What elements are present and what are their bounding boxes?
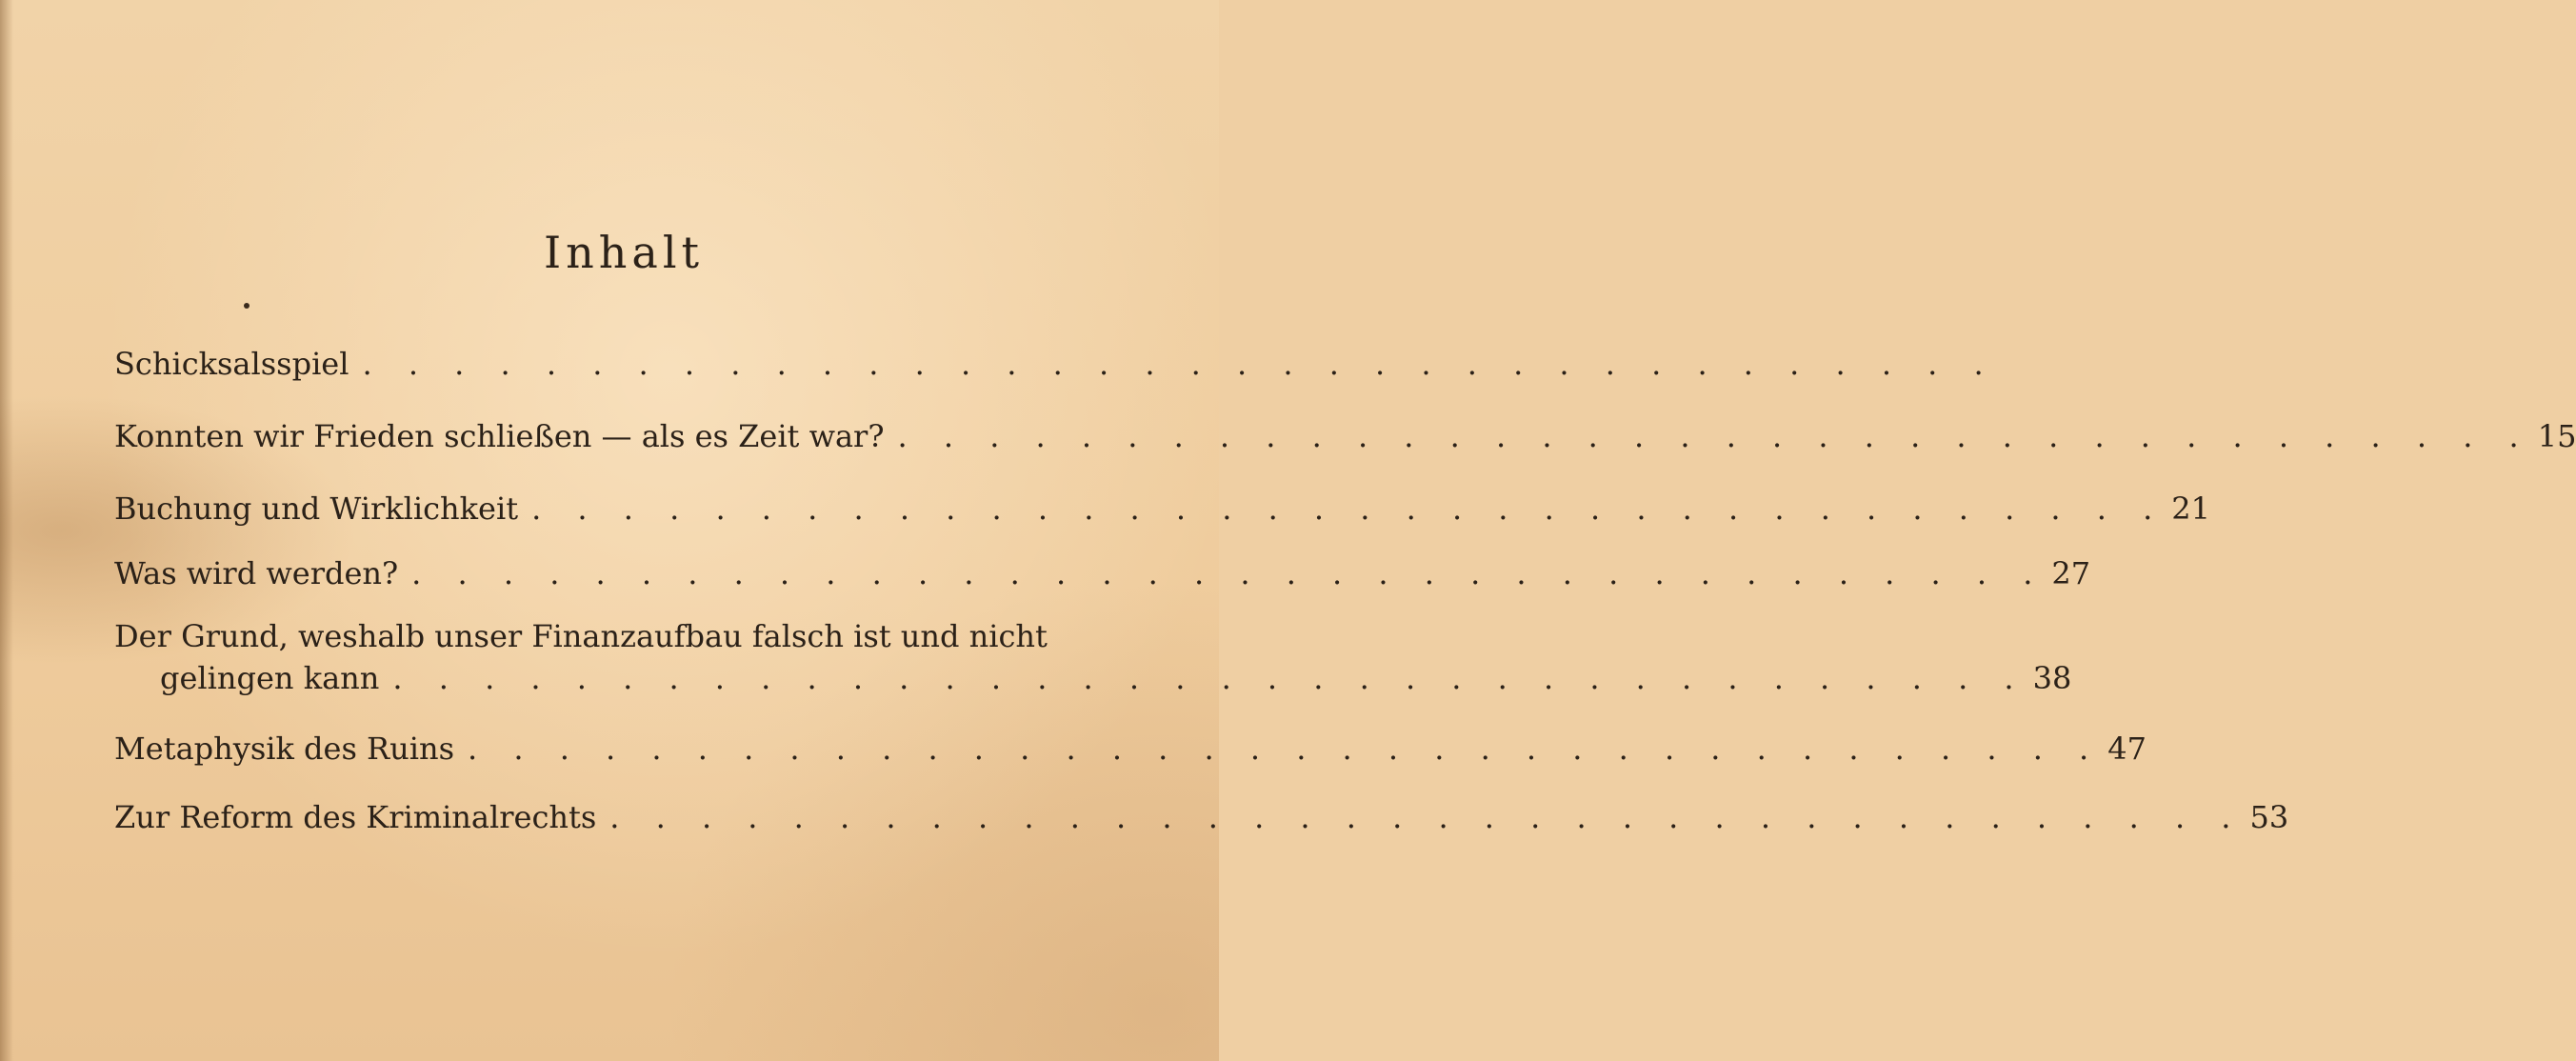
toc-entry-frieden: [114, 415, 2576, 457]
toc-entry-title: Was wird werden?: [114, 555, 399, 591]
toc-entry-page: 47: [2107, 731, 2147, 767]
toc-entry-title: Zur Reform des Kriminalrechts: [114, 799, 597, 835]
toc-entry-title: Metaphysik des Ruins: [114, 731, 455, 767]
toc-entry-title: Konnten wir Frieden schließen — als es Zeit war?: [114, 418, 885, 454]
toc-leader-dots: . . . . . . . . . . . . . . . . . . . . . . . . . . . . . . . . . . . .: [362, 346, 1997, 382]
toc-heading: Inhalt: [543, 227, 705, 278]
toc-entry-title-continued: gelingen kann: [160, 660, 380, 696]
toc-entry-continuation: [114, 657, 2072, 699]
toc-entry-page: 27: [2051, 555, 2091, 591]
ink-speck: [244, 303, 250, 309]
toc-leader-dots: . . . . . . . . . . . . . . . . . . . . . . . . . . . . . . . . . . . .: [897, 418, 2532, 454]
toc-entry-page: 38: [2032, 660, 2072, 696]
toc-entry-schicksalsspiel: [114, 343, 1997, 385]
toc-leader-dots: . . . . . . . . . . . . . . . . . . . . . . . . . . . . . . . . . . . .: [531, 490, 2167, 527]
toc-entry-kriminalrecht: [114, 796, 2289, 838]
binding-edge: [0, 0, 13, 1061]
toc-entry-was-wird-werden: [114, 552, 2091, 594]
toc-entry-finanzaufbau: [114, 615, 2072, 699]
toc-entry-title: Der Grund, weshalb unser Finanzaufbau falsch ist und nicht: [114, 618, 1048, 654]
toc-entry-page: 21: [2171, 490, 2210, 527]
toc-entry-page: 15: [2537, 418, 2576, 454]
toc-leader-dots: . . . . . . . . . . . . . . . . . . . . . . . . . . . . . . . . . . . .: [411, 555, 2047, 591]
toc-entry-buchung: [114, 488, 2210, 530]
toc-entry-page: 53: [2249, 799, 2289, 835]
toc-leader-dots: . . . . . . . . . . . . . . . . . . . . . . . . . . . . . . . . . . . .: [468, 731, 2103, 767]
toc-entry-title: Schicksalsspiel: [114, 346, 349, 382]
toc-leader-dots: . . . . . . . . . . . . . . . . . . . . . . . . . . . . . . . . . . . .: [392, 660, 2027, 696]
toc-entry-metaphysik: [114, 728, 2147, 770]
toc-entry-title: Buchung und Wirklichkeit: [114, 490, 519, 527]
toc-leader-dots: . . . . . . . . . . . . . . . . . . . . . . . . . . . . . . . . . . . .: [609, 799, 2245, 835]
